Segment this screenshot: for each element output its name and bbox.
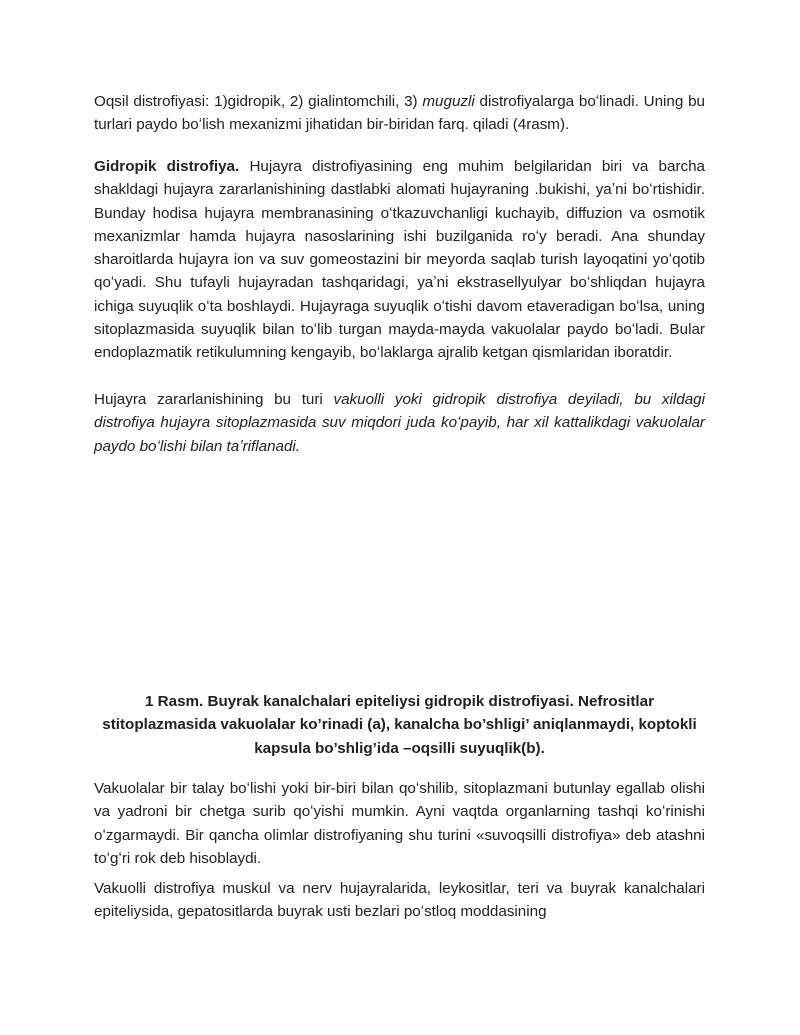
paragraph-vacuoles (94, 777, 705, 870)
figure-caption: 1 Rasm. Buyrak kanalchalari epiteliysi gidropik distrofiyasi. Nefrositlar stitoplazmasida vakuolalar ko’rinadi (a), kanalcha bo’shligi’ aniqlanmaydi, koptokli kapsula bo’shlig’ida –oqsilli suyuqlik(b). (102, 693, 697, 757)
p2-text: Hujayra distrofiyasining eng muhim belgilaridan biri va barcha shakldagi hujayra zararlanishining dastlabki alomati hujayraning .bukishi, yaʼni boʻrtishidir. Bunday hodisa hujayra membranasining oʻtkazuvchanligi kuchayib, diffuzion va osmotik mexanizmlar hamda hujayra nasoslarining ishi buzilganida roʻy beradi. Ana shunday sharoitlarda hujayra ion va suv gomeostazini bir meyorda saqlab turish layoqatini yoʻqotib qoʻyadi. Shu tufayli hujayradan tashqaridagi, yaʼni ekstrasellyulyar boʻshliqdan hujayra ichiga suyuqlik oʻta boshlaydi. Hujayraga suyuqlik oʻtishi davom etaveradigan boʻlsa, uning sitoplazmasida suyuqlik bilan toʻlib turgan mayda-mayda vakuolalar paydo boʻladi. Bular endoplazmatik retikulumning kengayib, boʻlaklarga ajralib ketgan qismlaridan iboratdir. (94, 158, 705, 362)
p2-heading: Gidropik distrofiya. (94, 158, 240, 175)
p1-text-a: Oqsil distrofiyasi: 1)gidropik, 2) gialintomchili, 3) (94, 93, 423, 110)
paragraph-vacuolar-locations (94, 877, 705, 924)
p3-italic: vakuolli yoki gidropik distrofiya deyiladi, bu xildagi distrofiya hujayra sitoplazmasida suv miqdori juda koʻpayib, har xil kattalikdagi vakuolalar paydo boʻlishi bilan taʼriflanadi. (94, 391, 705, 455)
p1-italic: muguzli (422, 93, 475, 110)
paragraph-protein-dystrophy (94, 90, 705, 137)
p1-text-b: distrofiyalarga boʻlinadi. Uning bu turlari paydo boʻlish mexanizmi jihatidan bir-biridan farq. qiladi (4rasm). (94, 93, 705, 134)
p3-text-a: Hujayra zararlanishining bu turi (94, 391, 334, 408)
p5-text: Vakuolli distrofiya muskul va nerv hujayralarida, leykositlar, teri va buyrak kanalchalari epiteliysida, gepatositlarda buyrak usti bezlari poʻstloq moddasining (94, 880, 705, 921)
p4-text: Vakuolalar bir talay boʻlishi yoki bir-biri bilan qoʻshilib, sitoplazmani butunlay egallab olishi va yadroni bir chetga surib qoʻyishi mumkin. Ayni vaqtda organlarning tashqi koʻrinishi oʻzgarmaydi. Bir qancha olimlar distrofiyaning shu turini «suvoqsilli distrofiya» deb atashni toʻgʻri rok deb hisoblaydi. (94, 780, 705, 867)
paragraph-vacuolar-definition (94, 388, 705, 458)
document-page (94, 0, 705, 1035)
paragraph-hydropic-dystrophy (94, 155, 705, 365)
